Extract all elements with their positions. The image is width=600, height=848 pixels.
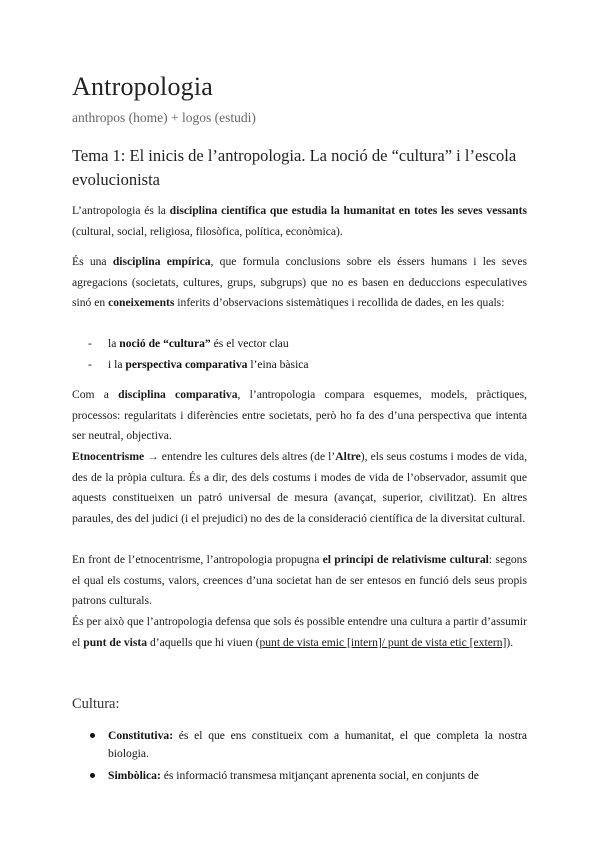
emic-etic-link[interactable]: punt de vista emic [intern]/ punt de vista etic [extern]	[259, 635, 507, 649]
section-heading: Tema 1: El inicis de l’antropologia. La noció de “cultura” i l’escola evolucionista	[72, 146, 517, 189]
paragraph-point-of-view: És per això que l’antropologia defensa que sols és possible entendre una cultura a partir d’assumir el punt de vista d’aquells que hi viuen (punt de vista emic [intern]/ punt de vista etic [extern]).	[72, 615, 527, 649]
paragraph-comparative: Com a disciplina comparativa, l’antropologia compara esquemes, models, pràctiques, processos: regularitats i diferències entre societats, però ho fa des d’una perspectiva que intenta ser neutral, objectiva.	[72, 388, 527, 443]
list-item: - i la perspectiva comparativa l’eina bàsica	[88, 357, 309, 371]
bullet-icon	[90, 733, 95, 738]
list-item: Constitutiva: és el que ens constitueix com a humanitat, el que completa la nostra biologia.	[90, 727, 527, 763]
paragraph-relativism: En front de l’etnocentrisme, l’antropologia propugna el principi de relativisme cultural: segons el qual els costums, valors, creences d’una societat han de ser entesos en funció dels seus propis patrons culturals.	[72, 553, 527, 608]
cultura-heading: Cultura:	[72, 696, 120, 712]
paragraph-definition: L’antropologia és la disciplina científica que estudia la humanitat en totes les seves vessants (cultural, social, religiosa, filosòfica, política, econòmica).	[72, 204, 528, 238]
dash-list	[88, 334, 508, 375]
list-item: - la noció de “cultura” és el vector clau	[88, 337, 289, 350]
bullet-icon	[90, 773, 95, 778]
page-title: Antropologia	[72, 72, 214, 101]
page-subtitle: anthropos (home) + logos (estudi)	[72, 110, 256, 125]
bullet-list	[90, 727, 527, 789]
paragraph-empirical: És una disciplina empírica, que formula conclusions sobre els éssers humans i les seves agregacions (societats, cultures, grups, subgrups) que no es basen en deduccions especulatives sinó en coneixements inferits d’observacions sistemàtiques i recollida de dades, en les quals:	[72, 255, 527, 310]
paragraph-ethnocentrism: Etnocentrisme → entendre les cultures dels altres (de l’Altre), els seus costums i modes de vida, des de la pròpia cultura. És a dir, des dels costums i modes de vida de l’observador, assumit que aquests constitueixen un patró universal de mesura (avançat, superior, civilitzat). En altres paraules, des del judici (i el prejudici) no des de la consideració científica de la diversitat cultural.	[72, 450, 527, 525]
list-item: Simbòlica: és informació transmesa mitjançant aprenenta social, en conjunts de	[90, 767, 527, 785]
